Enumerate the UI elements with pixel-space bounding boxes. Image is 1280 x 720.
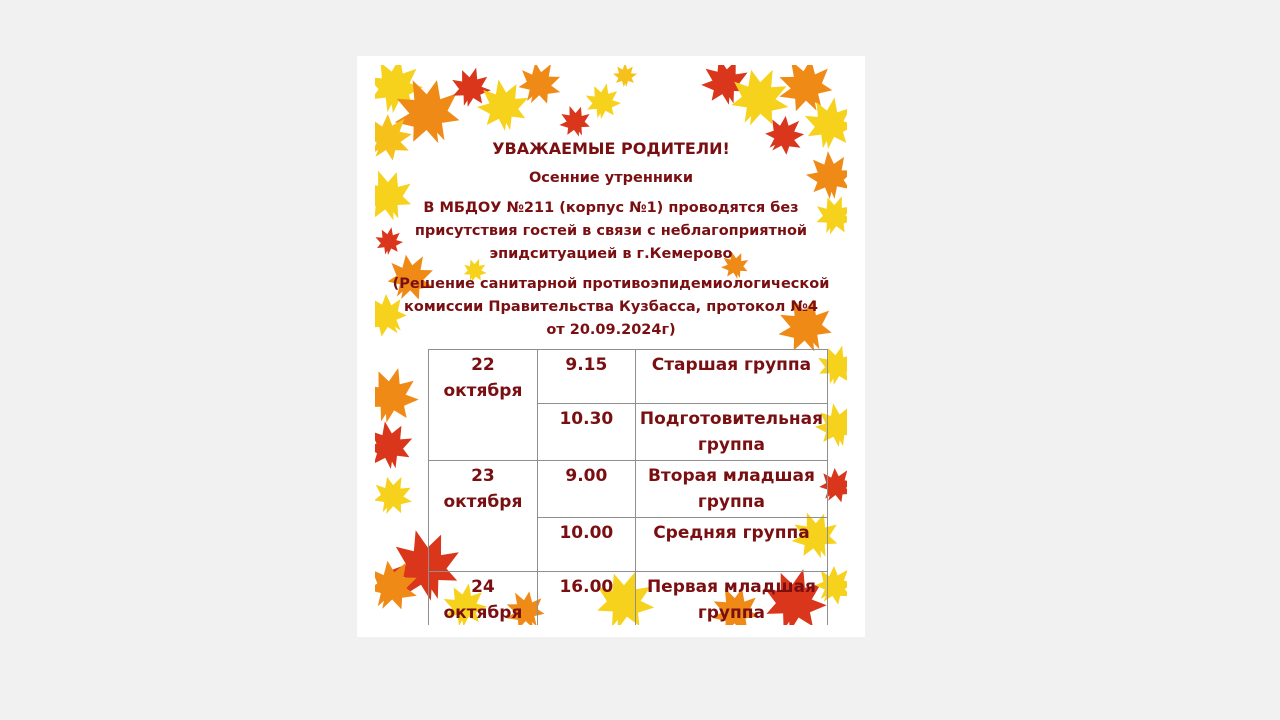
schedule-group: Средняя группа	[635, 518, 827, 572]
schedule-date: 24 октября	[429, 572, 538, 626]
poster-sheet	[357, 56, 865, 637]
schedule-time: 10.30	[537, 404, 635, 461]
schedule-group: Вторая младшая группа	[635, 461, 827, 518]
table-row	[429, 461, 828, 518]
schedule-date: 22 октября	[429, 350, 538, 461]
schedule-group: Старшая группа	[635, 350, 827, 404]
decision-line: комиссии Правительства Кузбасса, протокол №4	[404, 299, 818, 315]
decision-line: (Решение санитарной противоэпидемиологической	[392, 276, 830, 292]
decision-line: от 20.09.2024г)	[546, 322, 676, 338]
schedule-group: Подготовительная группа	[635, 404, 827, 461]
schedule-group: Первая младшая группа	[635, 572, 827, 626]
poster-subtitle: Осенние утренники	[528, 170, 694, 186]
autumn-poster	[375, 65, 847, 625]
schedule-time: 9.00	[537, 461, 635, 518]
schedule-date: 23 октября	[429, 461, 538, 572]
schedule-time: 9.15	[537, 350, 635, 404]
schedule-table	[428, 349, 828, 625]
info-line: В МБДОУ №211 (корпус №1) проводятся без	[423, 200, 799, 216]
poster-title: УВАЖАЕМЫЕ РОДИТЕЛИ!	[492, 139, 730, 158]
schedule-time: 10.00	[537, 518, 635, 572]
info-line: присутствия гостей в связи с неблагоприятной	[414, 223, 808, 239]
table-row	[429, 572, 828, 626]
info-line: эпидситуацией в г.Кемерово	[489, 246, 733, 262]
table-row	[429, 350, 828, 404]
schedule-time: 16.00	[537, 572, 635, 626]
